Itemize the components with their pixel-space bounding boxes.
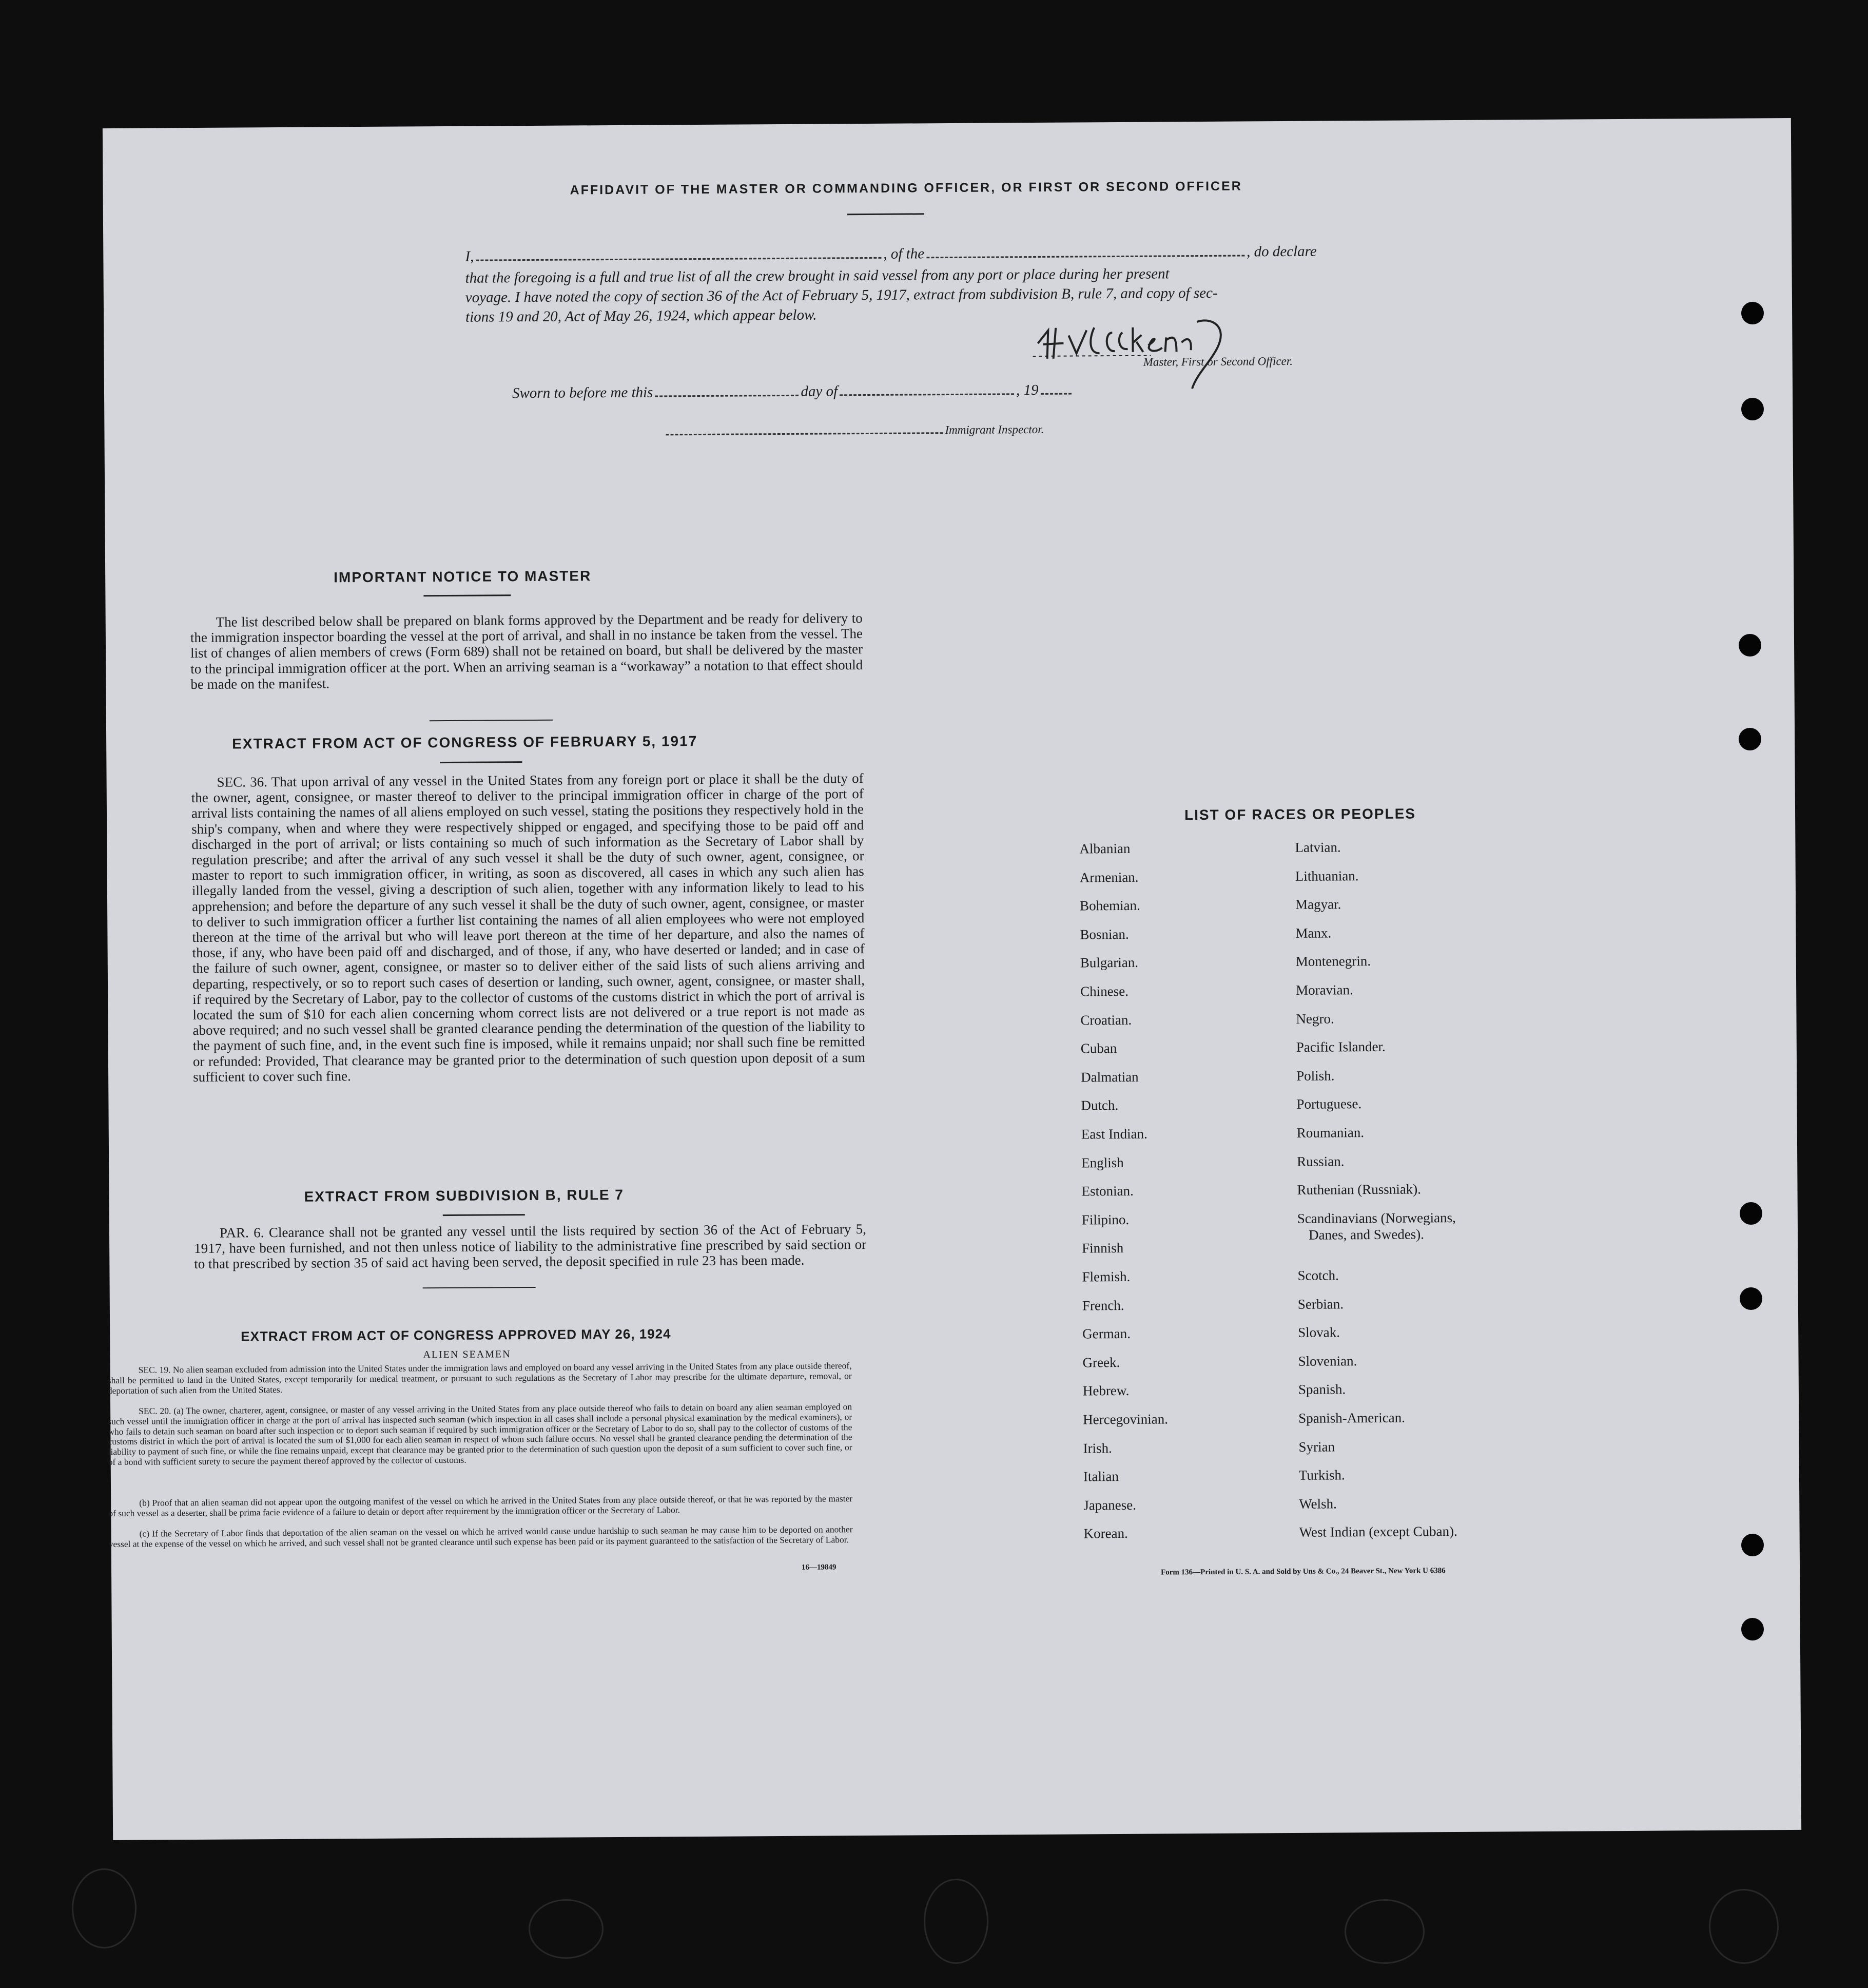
race-item: Flemish. <box>1082 1268 1131 1285</box>
race-item: Japanese. <box>1083 1497 1137 1513</box>
race-item: Roumanian. <box>1296 1125 1365 1141</box>
background-smudge <box>1709 1889 1779 1964</box>
rule7-body: PAR. 6. Clearance shall not be granted any vessel until the lists required by section 36 of the Act of February 5, 1917, have been furnished, and not then unless notice of liability to the administrative fine prescribed by said section or to that prescribed by section 35 of said act having been served, the deposit specified in rule 23 has been made. <box>194 1221 870 1272</box>
binder-hole <box>1739 634 1761 657</box>
binder-hole <box>1741 1618 1764 1640</box>
race-item: French. <box>1082 1297 1124 1314</box>
binder-hole <box>1741 302 1764 324</box>
notice-rule <box>430 720 553 721</box>
affidavit-line3: voyage. I have noted the copy of section 36 of the Act of February 5, 1917, extract from subdivision B, rule 7, and copy of sec- <box>465 284 1218 306</box>
race-item: Slovak. <box>1298 1324 1340 1341</box>
race-item: Ruthenian (Russniak). <box>1297 1181 1422 1198</box>
race-item: East Indian. <box>1081 1126 1147 1142</box>
race-item: Danes, and Swedes). <box>1308 1226 1425 1243</box>
sworn-month-blank[interactable] <box>840 386 1014 396</box>
race-item: Turkish. <box>1298 1467 1345 1483</box>
race-item: Portuguese. <box>1296 1096 1362 1112</box>
sworn-date-blank[interactable] <box>655 388 799 397</box>
background-smudge <box>72 1868 137 1948</box>
race-item: Irish. <box>1083 1440 1112 1456</box>
background-smudge <box>529 1899 604 1959</box>
race-item: Bulgarian. <box>1080 955 1139 971</box>
race-item: Serbian. <box>1297 1296 1344 1312</box>
race-item: Pacific Islander. <box>1296 1039 1386 1055</box>
race-item: Syrian <box>1298 1439 1335 1455</box>
race-item: Italian <box>1083 1469 1119 1484</box>
race-item: Latvian. <box>1295 839 1341 855</box>
race-item: Moravian. <box>1296 982 1353 998</box>
race-item: Cuban <box>1080 1040 1117 1056</box>
binder-hole <box>1740 1287 1762 1310</box>
race-item: Estonian. <box>1081 1183 1134 1199</box>
rule7-rule <box>423 1287 536 1288</box>
rule7-title-rule <box>443 1214 525 1216</box>
extract1924-sec20b: (b) Proof that an alien seaman did not appear upon the outgoing manifest of the vessel on which he arrived in the United States from any place outside thereof, or that he was reported by the master of such vessel as a deserter, shall be prima facie evidence of a failure to detain or deport after requirement by the immigration officer or the Secretary of Labor. <box>108 1493 855 1518</box>
race-item: Albanian <box>1079 840 1131 857</box>
race-item: English <box>1081 1154 1124 1171</box>
sworn-year: , 19 <box>1016 381 1039 399</box>
race-item: Chinese. <box>1080 983 1128 999</box>
race-item: Slovenian. <box>1298 1353 1357 1369</box>
race-item: Welsh. <box>1299 1496 1337 1512</box>
sworn-line <box>512 382 1074 402</box>
extract1924-code: 16—19849 <box>801 1563 836 1572</box>
race-item: Russian. <box>1297 1153 1345 1169</box>
sworn-day: day of <box>801 383 838 400</box>
background-smudge <box>924 1879 988 1964</box>
race-item: Scandinavians (Norwegians, <box>1297 1209 1456 1226</box>
form-sheet <box>103 118 1801 1840</box>
inspector-blank[interactable] <box>666 425 943 435</box>
name-blank[interactable] <box>476 250 881 261</box>
race-item: Manx. <box>1295 925 1332 941</box>
affidavit-title: AFFIDAVIT OF THE MASTER OR COMMANDING OFFICER, OR FIRST OR SECOND OFFICER <box>570 179 1242 198</box>
extract1917-rule <box>440 761 522 763</box>
race-item: Scotch. <box>1297 1267 1339 1283</box>
sworn-year-blank[interactable] <box>1041 386 1072 395</box>
sworn-start: Sworn to before me this <box>512 384 653 402</box>
extract1924-sec20c: (c) If the Secretary of Labor finds that deportation of the alien seaman on the vessel on which he arrived would cause undue hardship to such seaman he may cause him to be deported on another vessel at the expense of the vessel on which he arrived, and such vessel shall not be granted clearance until such expense has been paid or its payment guaranteed to the satisfaction of the Secretary of Labor. <box>108 1524 855 1549</box>
binder-hole <box>1741 1534 1764 1556</box>
race-item: Bohemian. <box>1080 897 1140 914</box>
extract1917-title: EXTRACT FROM ACT OF CONGRESS OF FEBRUARY 5, 1917 <box>232 733 698 752</box>
notice-title: IMPORTANT NOTICE TO MASTER <box>334 568 592 586</box>
race-item: Spanish-American. <box>1298 1410 1406 1426</box>
extract1924-title: EXTRACT FROM ACT OF CONGRESS APPROVED MAY 26, 1924 <box>241 1326 671 1344</box>
vessel-blank[interactable] <box>926 247 1244 258</box>
race-item: Dalmatian <box>1081 1069 1139 1085</box>
race-item: Greek. <box>1082 1354 1120 1371</box>
affidavit-line1-end: , do declare <box>1246 243 1317 260</box>
affidavit-line1-start: I, <box>465 248 474 265</box>
affidavit-line4: tions 19 and 20, Act of May 26, 1924, which appear below. <box>465 306 817 325</box>
extract1924-sec19: SEC. 19. No alien seaman excluded from admission into the United States under the immigration laws and employed on board any vessel arriving in the United States from any place outside thereof, shall be permitted to land in the United States, except temporarily for medical treatment, or pursuant to such regulations as the Secretary of Labor may prescribe for the ultimate departure, removal, or deportation of such alien from the United States. <box>107 1360 854 1396</box>
race-item: Armenian. <box>1079 869 1139 885</box>
background-smudge <box>1345 1899 1425 1964</box>
binder-hole <box>1740 1202 1762 1225</box>
race-item: Polish. <box>1296 1068 1335 1084</box>
affidavit-declaration-line <box>465 243 1316 265</box>
race-item: Dutch. <box>1081 1097 1119 1113</box>
races-title: LIST OF RACES OR PEOPLES <box>1184 805 1416 823</box>
race-item: Spanish. <box>1298 1381 1346 1398</box>
binder-hole <box>1741 398 1764 420</box>
race-item: Lithuanian. <box>1295 867 1359 884</box>
race-item: Croatian. <box>1080 1012 1132 1028</box>
race-item: Finnish <box>1082 1240 1124 1256</box>
race-item: Magyar. <box>1295 896 1341 913</box>
binder-hole <box>1739 728 1761 750</box>
race-item: Hercegovinian. <box>1083 1411 1169 1427</box>
inspector-caption: Immigrant Inspector. <box>945 422 1044 437</box>
signature-caption: Master, First or Second Officer. <box>1143 354 1293 369</box>
race-item: Filipino. <box>1081 1211 1130 1228</box>
affidavit-title-rule <box>847 213 924 215</box>
race-item: Hebrew. <box>1082 1383 1130 1399</box>
extract1924-sec20a: SEC. 20. (a) The owner, charterer, agent, consignee, or master of any vessel arriving in the United States from any place outside thereof who fails to detain on board any alien seaman employed on such vessel until the immigration officer in charge at the port of arrival has inspected such seaman (which inspection in all cases shall include a personal physical examination by the medical examiners), or who fails to detain such seaman on board after such inspection or to deport such seaman if required by such immigration officer or the Secretary of Labor to do so, shall pay to the collector of customs of the customs district in which the port of arrival is located the sum of $1,000 for each alien seaman in respect of whom such failure occurs. No vessel shall be granted clearance pending the determination of the liability to payment of such fine, or while the fine remains unpaid, except that clearance may be granted prior to the determination of such question upon the deposit of a sum sufficient to cover such fine, or of a bond with sufficient surety to secure the payment thereof approved by the collector of customs. <box>108 1401 855 1468</box>
notice-title-rule <box>423 594 511 596</box>
affidavit-line1-mid: , of the <box>883 245 925 262</box>
race-item: Montenegrin. <box>1295 953 1371 970</box>
notice-body: The list described below shall be prepared on blank forms approved by the Department and be ready for delivery to the immigration inspector boarding the vessel at the port of arrival, and shall in no instance be taken from the vessel. The list of changes of alien members of crews (Form 689) shall not be retained on board, but shall be delivered by the master to the principal immigration officer at the port. When an arriving seaman is a “workaway” a notation to that effect should be made on the manifest. <box>190 610 867 692</box>
extract1917-body: SEC. 36. That upon arrival of any vessel in the United States from any foreign port or place it shall be the duty of the owner, agent, consignee, or master thereof to deliver to the principal immigration officer in charge of the port of arrival lists containing the names of all aliens employed on such vessel, stating the positions they respectively hold in the ship's company, when and where they were respectively shipped or engaged, and specifying those to be paid off and discharged in the port of arrival; or lists containing so much of such information as the Secretary of Labor shall by regulation prescribe; and after the arrival of any such vessel it shall be the duty of such owner, agent, consignee, or master to report to such immigration officer, in writing, as soon as discovered, all cases in which any such alien has illegally landed from the vessel, giving a description of such alien, together with any information likely to lead to his apprehension; and before the departure of any such vessel it shall be the duty of such owner, agent, consignee, or master to deliver to such immigration officer a further list containing the names of all alien employees who were not employed thereon at the time of the arrival but who will leave port thereon at the time of her departure, and also the names of those, if any, who have been paid off and discharged, and of those, if any, who have deserted or landed; and in case of the failure of such owner, agent, consignee, or master so to deliver either of the said lists of such aliens arriving and departing, respectively, or so to report such cases of desertion or landing, such owner, agent, consignee, or master shall, if required by the Secretary of Labor, pay to the collector of customs of the customs district in which the port of arrival is located the sum of $10 for each alien concerning whom correct lists are not delivered or a true report is not made as above required; and no such vessel shall be granted clearance pending the determination of the question of the liability to the payment of such fine, and, in the event such fine is imposed, while it remains unpaid; nor shall such fine be remitted or refunded: Provided, That clearance may be granted prior to the determination of such question upon deposit of a sum sufficient to cover such fine. <box>191 770 869 1085</box>
race-item: Korean. <box>1083 1526 1128 1541</box>
race-item: West Indian (except Cuban). <box>1299 1523 1457 1540</box>
race-item: Bosnian. <box>1080 926 1129 942</box>
form-footer: Form 136—Printed in U. S. A. and Sold by Uns & Co., 24 Beaver St., New York U 6386 <box>1161 1567 1446 1577</box>
race-item: German. <box>1082 1326 1131 1342</box>
extract1924-subtitle: ALIEN SEAMEN <box>423 1348 511 1361</box>
affidavit-line2: that the foregoing is a full and true list of all the crew brought in said vessel from any port or place during her present <box>465 265 1170 286</box>
inspector-line <box>664 423 1044 439</box>
rule7-title: EXTRACT FROM SUBDIVISION B, RULE 7 <box>304 1186 625 1205</box>
race-item: Negro. <box>1296 1011 1334 1027</box>
